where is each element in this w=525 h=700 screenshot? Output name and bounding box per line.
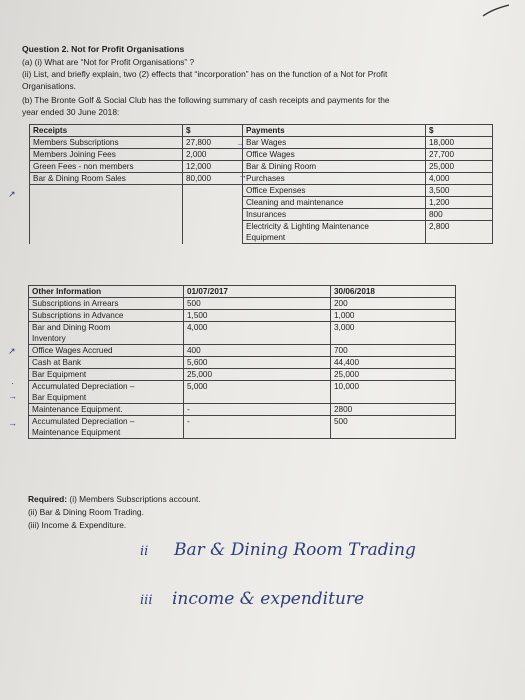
receipts-currency-header: $ <box>183 125 243 137</box>
payment-label: Electricity & Lighting Maintenance <box>243 221 426 233</box>
handwritten-arrow-icon: → <box>238 170 247 180</box>
table-row <box>30 232 493 244</box>
table-row <box>30 209 493 221</box>
date-close-header: 30/06/2018 <box>331 286 456 298</box>
question-a2-line2: Organisations. <box>22 81 76 91</box>
handwritten-arrow-icon: → <box>8 418 17 428</box>
payment-label: Office Wages <box>243 149 426 161</box>
receipt-label: Green Fees - non members <box>30 161 183 173</box>
payment-label: Insurances <box>243 209 426 221</box>
open-value <box>184 427 331 439</box>
close-value <box>331 333 456 345</box>
table-row <box>30 197 493 209</box>
payment-amount <box>426 232 493 244</box>
open-value: 5,600 <box>184 357 331 369</box>
payment-amount: 3,500 <box>426 185 493 197</box>
other-info-label: Accumulated Depreciation – <box>29 381 184 393</box>
receipt-label: Members Subscriptions <box>30 137 183 149</box>
question-title: Question 2. Not for Profit Organisations <box>22 44 185 54</box>
table-row <box>30 173 493 185</box>
other-info-label: Bar and Dining Room <box>29 322 184 334</box>
receipt-label: Members Joining Fees <box>30 149 183 161</box>
close-value: 700 <box>331 345 456 357</box>
open-value: 1,500 <box>184 310 331 322</box>
payment-amount: 1,200 <box>426 197 493 209</box>
payment-label: Office Expenses <box>243 185 426 197</box>
table-row <box>29 392 456 404</box>
required-label: Required: <box>28 494 68 504</box>
payments-currency-header: $ <box>426 125 493 137</box>
open-value: 500 <box>184 298 331 310</box>
payment-amount: 800 <box>426 209 493 221</box>
close-value: 2800 <box>331 404 456 416</box>
receipt-amount: 2,000 <box>183 149 243 161</box>
handwritten-num-ii: ii <box>140 544 149 559</box>
close-value: 3,000 <box>331 322 456 334</box>
close-value <box>331 427 456 439</box>
table-row <box>30 149 493 161</box>
other-info-label: Subscriptions in Advance <box>29 310 184 322</box>
table-row <box>29 369 456 381</box>
receipt-amount: 80,000 <box>183 173 243 185</box>
open-value: 5,000 <box>184 381 331 393</box>
table-row <box>29 310 456 322</box>
payment-amount: 25,000 <box>426 161 493 173</box>
payment-amount: 2,800 <box>426 221 493 233</box>
close-value <box>331 392 456 404</box>
table-row <box>29 322 456 334</box>
handwritten-bar-dining-trading: Bar & Dining Room Trading <box>174 540 416 560</box>
payment-label: Bar Wages <box>243 137 426 149</box>
table-row <box>29 298 456 310</box>
receipt-amount: 12,000 <box>183 161 243 173</box>
required-line1 <box>28 494 201 504</box>
payment-label: Cleaning and maintenance <box>243 197 426 209</box>
receipts-payments-table <box>29 124 493 244</box>
table-row <box>29 416 456 428</box>
close-value: 25,000 <box>331 369 456 381</box>
other-info-label: Cash at Bank <box>29 357 184 369</box>
question-a2-line1: (ii) List, and briefly explain, two (2) effects that “incorporation” has on the function of a Not for Profit <box>22 69 388 79</box>
payment-amount: 4,000 <box>426 173 493 185</box>
other-info-label: Accumulated Depreciation – <box>29 416 184 428</box>
close-value: 1,000 <box>331 310 456 322</box>
required-item-1: (i) Members Subscriptions account. <box>67 494 201 504</box>
other-info-label: Maintenance Equipment. <box>29 404 184 416</box>
open-value <box>184 333 331 345</box>
open-value: 4,000 <box>184 322 331 334</box>
receipt-label: Bar & Dining Room Sales <box>30 173 183 185</box>
pen-stroke-mark <box>481 4 511 18</box>
payment-amount: 18,000 <box>426 137 493 149</box>
open-value <box>184 392 331 404</box>
table-row <box>30 185 493 197</box>
table-row <box>29 427 456 439</box>
other-info-label: Bar Equipment <box>29 392 184 404</box>
table-row <box>29 333 456 345</box>
handwritten-num-iii: iii <box>140 593 153 608</box>
question-b-line1: (b) The Bronte Golf & Social Club has the following summary of cash receipts and payments for the <box>22 95 390 105</box>
other-info-label: Maintenance Equipment <box>29 427 184 439</box>
payment-label: Equipment <box>243 232 426 244</box>
other-info-label: Subscriptions in Arrears <box>29 298 184 310</box>
payment-amount: 27,700 <box>426 149 493 161</box>
open-value: - <box>184 416 331 428</box>
other-information-table <box>28 285 456 439</box>
open-value: 25,000 <box>184 369 331 381</box>
handwritten-arrow-icon: → <box>8 391 17 401</box>
close-value: 200 <box>331 298 456 310</box>
close-value: 500 <box>331 416 456 428</box>
close-value: 10,000 <box>331 381 456 393</box>
handwritten-arrow-icon: ↗ <box>8 189 16 199</box>
table-row <box>29 381 456 393</box>
date-open-header: 01/07/2017 <box>184 286 331 298</box>
handwritten-dot-icon: · <box>11 378 14 388</box>
receipts-header: Receipts <box>30 125 183 137</box>
payment-label: Bar & Dining Room <box>243 161 426 173</box>
required-item-3: (iii) Income & Expenditure. <box>28 520 127 530</box>
table-row <box>29 357 456 369</box>
question-a-text: (a) (i) What are “Not for Profit Organisations” ? <box>22 57 195 67</box>
handwritten-arrow-icon: ↗ <box>8 346 16 356</box>
close-value: 44,400 <box>331 357 456 369</box>
receipt-amount: 27,800 <box>183 137 243 149</box>
table-row <box>30 221 493 233</box>
table-row <box>30 161 493 173</box>
open-value: - <box>184 404 331 416</box>
payments-header: Payments <box>243 125 426 137</box>
table-row <box>30 137 493 149</box>
question-b-line2: year ended 30 June 2018: <box>22 107 120 117</box>
required-item-2: (ii) Bar & Dining Room Trading. <box>28 507 144 517</box>
handwritten-income-expenditure: income & expenditure <box>172 589 365 609</box>
open-value: 400 <box>184 345 331 357</box>
other-info-header: Other Information <box>29 286 184 298</box>
table-row <box>29 404 456 416</box>
other-info-label: Office Wages Accrued <box>29 345 184 357</box>
table-row <box>29 345 456 357</box>
other-info-label: Bar Equipment <box>29 369 184 381</box>
handwritten-arrow-icon: → <box>236 138 245 148</box>
other-info-label: Inventory <box>29 333 184 345</box>
payment-label: Purchases <box>243 173 426 185</box>
